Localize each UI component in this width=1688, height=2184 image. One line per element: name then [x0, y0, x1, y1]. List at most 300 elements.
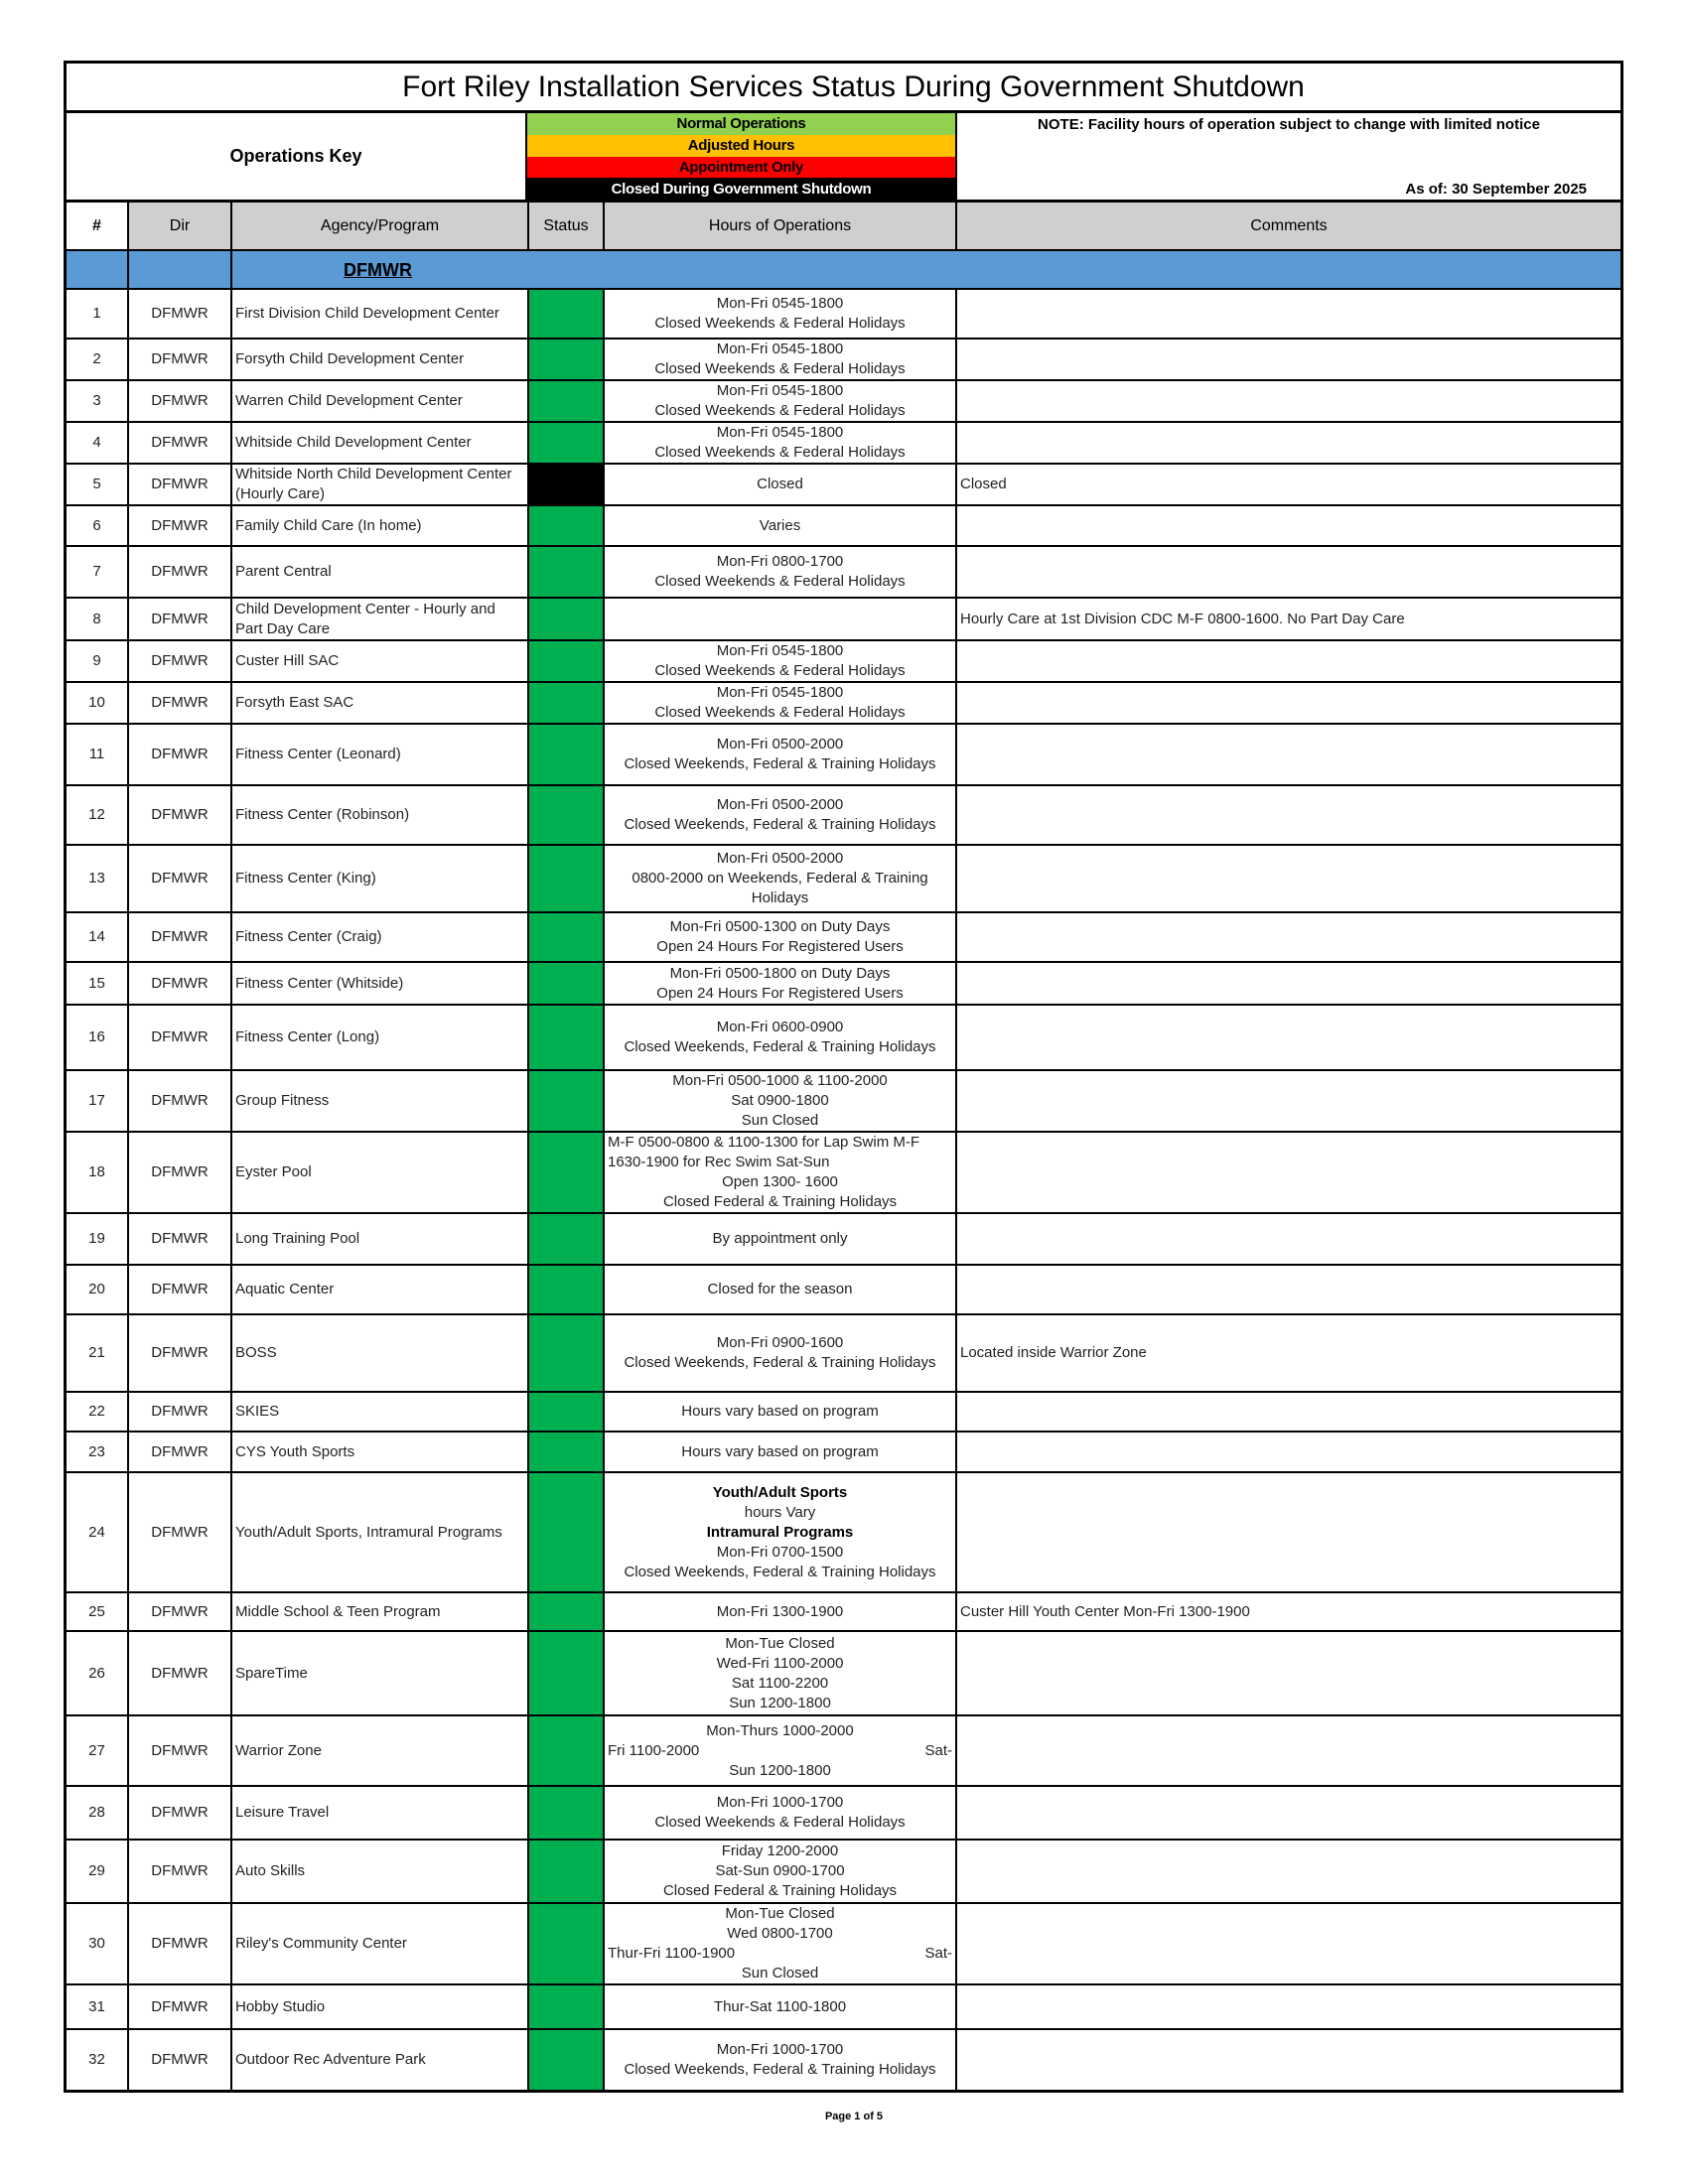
hours-line: Thur-Sat 1100-1800 — [713, 1997, 847, 2015]
row-comments — [956, 1631, 1620, 1715]
table-row — [67, 1786, 1620, 1840]
legend-appointment-only: Appointment Only — [527, 157, 955, 179]
row-status-indicator — [528, 785, 604, 845]
row-hours — [604, 464, 956, 505]
row-agency-name: First Division Child Development Center — [231, 289, 528, 339]
row-agency-name: Riley's Community Center — [231, 1903, 528, 1984]
table-row — [67, 1592, 1620, 1631]
row-status-indicator — [528, 1213, 604, 1265]
hours-line: Closed Federal & Training Holidays — [662, 1193, 898, 1210]
row-agency-name: Auto Skills — [231, 1840, 528, 1903]
row-directorate: DFMWR — [128, 380, 231, 422]
hours-line: Mon-Fri 0545-1800 — [716, 684, 844, 701]
row-status-indicator — [528, 1265, 604, 1314]
hours-line: Open 24 Hours For Registered Users — [656, 938, 904, 955]
table-row — [67, 785, 1620, 845]
hours-line: Sun 1200-1800 — [729, 1761, 831, 1779]
row-status-indicator — [528, 422, 604, 464]
row-comments — [956, 1265, 1620, 1314]
row-hours — [604, 546, 956, 598]
row-comments — [956, 546, 1620, 598]
table-row — [67, 1840, 1620, 1903]
row-agency-name: Fitness Center (Robinson) — [231, 785, 528, 845]
hours-line: Closed Weekends & Federal Holidays — [654, 704, 906, 721]
legend-closed-shutdown: Closed During Government Shutdown — [527, 178, 955, 200]
table-row — [67, 464, 1620, 505]
row-directorate: DFMWR — [128, 1786, 231, 1840]
row-comments — [956, 912, 1620, 962]
row-hours — [604, 785, 956, 845]
row-number: 31 — [67, 1984, 128, 2029]
hours-line: Wed-Fri 1100-2000 — [716, 1654, 844, 1672]
hours-line: Mon-Fri 0545-1800 — [716, 424, 844, 441]
hours-line: Friday 1200-2000 — [721, 1843, 839, 1859]
hours-line: Mon-Fri 1000-1700 — [716, 1794, 844, 1811]
table-row — [67, 598, 1620, 640]
row-hours — [604, 1631, 956, 1715]
table-row — [67, 289, 1620, 339]
row-agency-name: Fitness Center (King) — [231, 845, 528, 912]
hours-line — [608, 1741, 952, 1761]
row-agency-name: Aquatic Center — [231, 1265, 528, 1314]
row-agency-name: Custer Hill SAC — [231, 640, 528, 682]
hours-line: Closed — [757, 476, 803, 492]
section-row — [67, 250, 1620, 289]
hours-line: Sun Closed — [741, 1112, 819, 1129]
table-row — [67, 1005, 1620, 1070]
row-number: 28 — [67, 1786, 128, 1840]
row-status-indicator — [528, 380, 604, 422]
row-status-indicator — [528, 1840, 604, 1903]
hours-line: hours Vary — [744, 1503, 816, 1521]
row-directorate: DFMWR — [128, 1592, 231, 1631]
row-agency-name: Middle School & Teen Program — [231, 1592, 528, 1631]
row-status-indicator — [528, 1786, 604, 1840]
hours-line: Sat 0900-1800 — [731, 1092, 829, 1109]
row-number: 3 — [67, 380, 128, 422]
row-directorate: DFMWR — [128, 640, 231, 682]
row-number: 11 — [67, 724, 128, 785]
table-row — [67, 1472, 1620, 1592]
row-hours — [604, 339, 956, 380]
row-number: 5 — [67, 464, 128, 505]
row-comments: Custer Hill Youth Center Mon-Fri 1300-1900 — [956, 1592, 1620, 1631]
row-hours — [604, 912, 956, 962]
row-hours — [604, 1314, 956, 1392]
row-comments — [956, 2029, 1620, 2090]
hours-line: Mon-Fri 0500-2000 — [716, 796, 844, 813]
row-status-indicator — [528, 289, 604, 339]
row-number: 20 — [67, 1265, 128, 1314]
row-hours — [604, 1213, 956, 1265]
row-agency-name: Fitness Center (Craig) — [231, 912, 528, 962]
row-directorate: DFMWR — [128, 1903, 231, 1984]
row-comments — [956, 1213, 1620, 1265]
row-directorate: DFMWR — [128, 1005, 231, 1070]
row-number: 24 — [67, 1472, 128, 1592]
row-agency-name: Fitness Center (Long) — [231, 1005, 528, 1070]
row-hours — [604, 1265, 956, 1314]
hours-line: Holidays — [751, 889, 809, 906]
hours-line: Sat 1100-2200 — [731, 1674, 829, 1692]
row-status-indicator — [528, 1432, 604, 1472]
hours-line: Mon-Fri 0545-1800 — [716, 642, 844, 659]
row-hours — [604, 845, 956, 912]
table-row — [67, 1070, 1620, 1132]
row-number: 7 — [67, 546, 128, 598]
row-directorate: DFMWR — [128, 422, 231, 464]
hours-line: Closed Weekends & Federal Holidays — [654, 444, 906, 461]
row-comments — [956, 962, 1620, 1005]
table-row — [67, 962, 1620, 1005]
row-directorate: DFMWR — [128, 1132, 231, 1213]
hours-line: Mon-Fri 0545-1800 — [716, 382, 844, 399]
row-hours — [604, 1132, 956, 1213]
row-status-indicator — [528, 1984, 604, 2029]
row-comments: Hourly Care at 1st Division CDC M-F 0800-1600. No Part Day Care — [956, 598, 1620, 640]
header-comments: Comments — [956, 203, 1620, 250]
row-status-indicator — [528, 1592, 604, 1631]
row-hours — [604, 682, 956, 724]
row-comments — [956, 724, 1620, 785]
row-directorate: DFMWR — [128, 289, 231, 339]
row-status-indicator — [528, 1472, 604, 1592]
table-row — [67, 1132, 1620, 1213]
table-row — [67, 422, 1620, 464]
row-agency-name: Warren Child Development Center — [231, 380, 528, 422]
row-directorate: DFMWR — [128, 339, 231, 380]
hours-line: Mon-Fri 0500-1300 on Duty Days — [669, 918, 891, 935]
row-directorate: DFMWR — [128, 1265, 231, 1314]
table-row — [67, 682, 1620, 724]
row-hours — [604, 1005, 956, 1070]
row-status-indicator — [528, 598, 604, 640]
row-number: 19 — [67, 1213, 128, 1265]
hours-line: Mon-Fri 0500-2000 — [716, 736, 844, 752]
hours-line: Mon-Fri 0545-1800 — [716, 341, 844, 357]
row-comments — [956, 1840, 1620, 1903]
hours-line: Mon-Fri 0600-0900 — [716, 1019, 844, 1035]
row-agency-name: Long Training Pool — [231, 1213, 528, 1265]
row-number: 32 — [67, 2029, 128, 2090]
row-agency-name: CYS Youth Sports — [231, 1432, 528, 1472]
table-row — [67, 1265, 1620, 1314]
hours-line: Open 24 Hours For Registered Users — [656, 984, 904, 1002]
hours-line: Hours vary based on program — [681, 1442, 879, 1460]
hours-fragment: Thur-Fri 1100-1900 — [608, 1945, 736, 1962]
row-directorate: DFMWR — [128, 598, 231, 640]
row-directorate: DFMWR — [128, 845, 231, 912]
row-hours — [604, 422, 956, 464]
row-number: 25 — [67, 1592, 128, 1631]
row-agency-name: Hobby Studio — [231, 1984, 528, 2029]
row-comments — [956, 1984, 1620, 2029]
row-comments: Located inside Warrior Zone — [956, 1314, 1620, 1392]
row-status-indicator — [528, 505, 604, 546]
row-hours — [604, 724, 956, 785]
table-row — [67, 845, 1620, 912]
row-comments — [956, 1903, 1620, 1984]
hours-line: Closed Weekends, Federal & Training Holidays — [624, 1563, 936, 1580]
hours-line: By appointment only — [712, 1230, 848, 1247]
hours-line: Closed Weekends, Federal & Training Holidays — [624, 1354, 936, 1371]
hours-line: Sat-Sun 0900-1700 — [715, 1862, 845, 1879]
row-number: 30 — [67, 1903, 128, 1984]
row-status-indicator — [528, 1314, 604, 1392]
row-hours — [604, 1984, 956, 2029]
row-status-indicator — [528, 724, 604, 785]
row-agency-name: Youth/Adult Sports, Intramural Programs — [231, 1472, 528, 1592]
hours-line: Closed Weekends & Federal Holidays — [654, 315, 906, 332]
row-status-indicator — [528, 682, 604, 724]
table-row — [67, 1715, 1620, 1786]
table-row — [67, 1392, 1620, 1432]
row-directorate: DFMWR — [128, 546, 231, 598]
row-status-indicator — [528, 1631, 604, 1715]
hours-line: Mon-Fri 0500-1800 on Duty Days — [669, 964, 891, 982]
row-directorate: DFMWR — [128, 1984, 231, 2029]
hours-line: Mon-Fri 0700-1500 — [716, 1543, 844, 1561]
row-agency-name: Whitside Child Development Center — [231, 422, 528, 464]
row-number: 29 — [67, 1840, 128, 1903]
hours-note: NOTE: Facility hours of operation subject to change with limited notice — [1038, 116, 1540, 133]
row-agency-name: Eyster Pool — [231, 1132, 528, 1213]
hours-line: Closed Weekends & Federal Holidays — [654, 402, 906, 419]
row-hours — [604, 1392, 956, 1432]
table-row — [67, 1903, 1620, 1984]
row-directorate: DFMWR — [128, 962, 231, 1005]
row-number: 12 — [67, 785, 128, 845]
row-status-indicator — [528, 546, 604, 598]
row-hours — [604, 289, 956, 339]
row-number: 14 — [67, 912, 128, 962]
row-agency-name: Parent Central — [231, 546, 528, 598]
hours-fragment: Fri 1100-2000 — [608, 1741, 700, 1759]
row-comments — [956, 289, 1620, 339]
hours-line: Wed 0800-1700 — [727, 1925, 833, 1942]
row-agency-name: SKIES — [231, 1392, 528, 1432]
header-status: Status — [528, 203, 604, 250]
hours-line: Closed Weekends & Federal Holidays — [654, 1814, 906, 1831]
hours-line: Mon-Fri 0500-2000 — [716, 850, 844, 867]
row-agency-name: Child Development Center - Hourly and Part Day Care — [231, 598, 528, 640]
hours-line: Mon-Tue Closed — [725, 1634, 835, 1652]
row-directorate: DFMWR — [128, 1314, 231, 1392]
row-status-indicator — [528, 1715, 604, 1786]
header-num: # — [67, 203, 128, 250]
row-hours — [604, 1472, 956, 1592]
row-agency-name: Fitness Center (Whitside) — [231, 962, 528, 1005]
table-row — [67, 912, 1620, 962]
services-table — [67, 203, 1620, 2090]
row-directorate: DFMWR — [128, 1840, 231, 1903]
row-comments — [956, 1392, 1620, 1432]
row-number: 6 — [67, 505, 128, 546]
hours-line: Sun 1200-1800 — [729, 1694, 831, 1711]
row-agency-name: SpareTime — [231, 1631, 528, 1715]
hours-line: Mon-Fri 1300-1900 — [716, 1602, 844, 1620]
row-directorate: DFMWR — [128, 912, 231, 962]
header-hours: Hours of Operations — [604, 203, 956, 250]
row-number: 26 — [67, 1631, 128, 1715]
row-number: 17 — [67, 1070, 128, 1132]
row-hours — [604, 505, 956, 546]
hours-line: Sun Closed — [741, 1965, 819, 1981]
row-comments — [956, 640, 1620, 682]
row-number: 15 — [67, 962, 128, 1005]
hours-line: Varies — [759, 516, 801, 534]
row-directorate: DFMWR — [128, 1715, 231, 1786]
row-number: 27 — [67, 1715, 128, 1786]
hours-line: Closed Weekends, Federal & Training Holidays — [624, 2061, 936, 2078]
row-directorate: DFMWR — [128, 1432, 231, 1472]
row-number: 13 — [67, 845, 128, 912]
row-agency-name: Warrior Zone — [231, 1715, 528, 1786]
row-comments — [956, 380, 1620, 422]
row-status-indicator — [528, 464, 604, 505]
row-comments — [956, 1070, 1620, 1132]
hours-line: Closed Weekends, Federal & Training Holidays — [624, 1038, 936, 1055]
table-row — [67, 505, 1620, 546]
row-status-indicator — [528, 1070, 604, 1132]
row-comments — [956, 1132, 1620, 1213]
section-blank — [67, 250, 128, 289]
row-status-indicator — [528, 640, 604, 682]
row-comments — [956, 339, 1620, 380]
row-agency-name: Outdoor Rec Adventure Park — [231, 2029, 528, 2090]
row-directorate: DFMWR — [128, 1070, 231, 1132]
table-header-row — [67, 203, 1620, 250]
row-directorate: DFMWR — [128, 682, 231, 724]
sheet-title: Fort Riley Installation Services Status During Government Shutdown — [67, 64, 1620, 113]
row-directorate: DFMWR — [128, 2029, 231, 2090]
hours-fragment: Sat- — [924, 1741, 952, 1759]
row-comments — [956, 1432, 1620, 1472]
row-directorate: DFMWR — [128, 1392, 231, 1432]
hours-line: Mon-Fri 0545-1800 — [716, 295, 844, 312]
hours-line: Mon-Fri 1000-1700 — [716, 2041, 844, 2058]
row-comments — [956, 1472, 1620, 1592]
row-status-indicator — [528, 845, 604, 912]
row-number: 23 — [67, 1432, 128, 1472]
as-of-date: As of: 30 September 2025 — [1405, 181, 1587, 198]
row-comments: Closed — [956, 464, 1620, 505]
row-hours — [604, 1715, 956, 1786]
row-directorate: DFMWR — [128, 1213, 231, 1265]
table-row — [67, 1213, 1620, 1265]
section-blank — [128, 250, 231, 289]
row-hours — [604, 380, 956, 422]
row-agency-name: BOSS — [231, 1314, 528, 1392]
hours-line: Mon-Fri 0900-1600 — [716, 1334, 844, 1351]
operations-key-legend — [525, 113, 957, 200]
hours-line: Mon-Fri 0500-1000 & 1100-2000 — [672, 1072, 888, 1089]
hours-line: Closed Weekends & Federal Holidays — [654, 573, 906, 590]
table-row — [67, 1432, 1620, 1472]
row-hours — [604, 1786, 956, 1840]
note-area — [957, 113, 1620, 200]
row-comments — [956, 1715, 1620, 1786]
operations-key-row — [67, 113, 1620, 203]
section-label: DFMWR — [231, 250, 1620, 289]
row-hours — [604, 962, 956, 1005]
page-number: Page 1 of 5 — [824, 2111, 884, 2122]
row-comments — [956, 505, 1620, 546]
row-comments — [956, 1005, 1620, 1070]
row-comments — [956, 422, 1620, 464]
row-hours — [604, 1592, 956, 1631]
row-hours — [604, 1840, 956, 1903]
row-status-indicator — [528, 1132, 604, 1213]
row-hours — [604, 2029, 956, 2090]
row-number: 21 — [67, 1314, 128, 1392]
table-row — [67, 1984, 1620, 2029]
hours-line: 0800-2000 on Weekends, Federal & Training — [632, 870, 928, 887]
row-status-indicator — [528, 912, 604, 962]
row-directorate: DFMWR — [128, 1631, 231, 1715]
row-number: 2 — [67, 339, 128, 380]
status-sheet — [64, 61, 1623, 2093]
row-hours — [604, 1070, 956, 1132]
row-agency-name: Group Fitness — [231, 1070, 528, 1132]
row-number: 1 — [67, 289, 128, 339]
hours-line — [608, 1944, 952, 1964]
hours-line: Closed Weekends, Federal & Training Holidays — [624, 816, 936, 833]
row-directorate: DFMWR — [128, 724, 231, 785]
row-status-indicator — [528, 1392, 604, 1432]
row-status-indicator — [528, 1005, 604, 1070]
hours-line: Mon-Fri 0800-1700 — [716, 553, 844, 570]
row-comments — [956, 682, 1620, 724]
table-row — [67, 1314, 1620, 1392]
row-number: 9 — [67, 640, 128, 682]
row-agency-name: Forsyth East SAC — [231, 682, 528, 724]
table-row — [67, 339, 1620, 380]
hours-line: Hours vary based on program — [681, 1403, 879, 1420]
table-row — [67, 1631, 1620, 1715]
row-comments — [956, 845, 1620, 912]
header-dir: Dir — [128, 203, 231, 250]
row-number: 16 — [67, 1005, 128, 1070]
row-status-indicator — [528, 962, 604, 1005]
row-comments — [956, 1786, 1620, 1840]
hours-fragment: Sat- — [924, 1945, 952, 1962]
row-hours — [604, 1432, 956, 1472]
hours-line: Open 1300- 1600 — [722, 1173, 838, 1190]
row-agency-name: Forsyth Child Development Center — [231, 339, 528, 380]
hours-line: Mon-Tue Closed — [725, 1905, 835, 1922]
row-agency-name: Leisure Travel — [231, 1786, 528, 1840]
header-agency: Agency/Program — [231, 203, 528, 250]
row-status-indicator — [528, 2029, 604, 2090]
row-status-indicator — [528, 1903, 604, 1984]
row-directorate: DFMWR — [128, 464, 231, 505]
hours-line: Closed Weekends & Federal Holidays — [654, 662, 906, 679]
table-row — [67, 546, 1620, 598]
hours-line: M-F 0500-0800 & 1100-1300 for Lap Swim M-F 1630-1900 for Rec Swim Sat-Sun — [608, 1134, 920, 1170]
hours-line: Intramural Programs — [706, 1523, 854, 1541]
hours-line: Mon-Thurs 1000-2000 — [706, 1721, 854, 1739]
row-agency-name: Fitness Center (Leonard) — [231, 724, 528, 785]
row-number: 10 — [67, 682, 128, 724]
hours-line: Closed Weekends & Federal Holidays — [654, 360, 906, 377]
row-agency-name: Family Child Care (In home) — [231, 505, 528, 546]
row-comments — [956, 785, 1620, 845]
table-row — [67, 640, 1620, 682]
hours-line: Closed Weekends, Federal & Training Holidays — [624, 755, 936, 772]
hours-line: Closed for the season — [707, 1281, 853, 1297]
row-number: 4 — [67, 422, 128, 464]
